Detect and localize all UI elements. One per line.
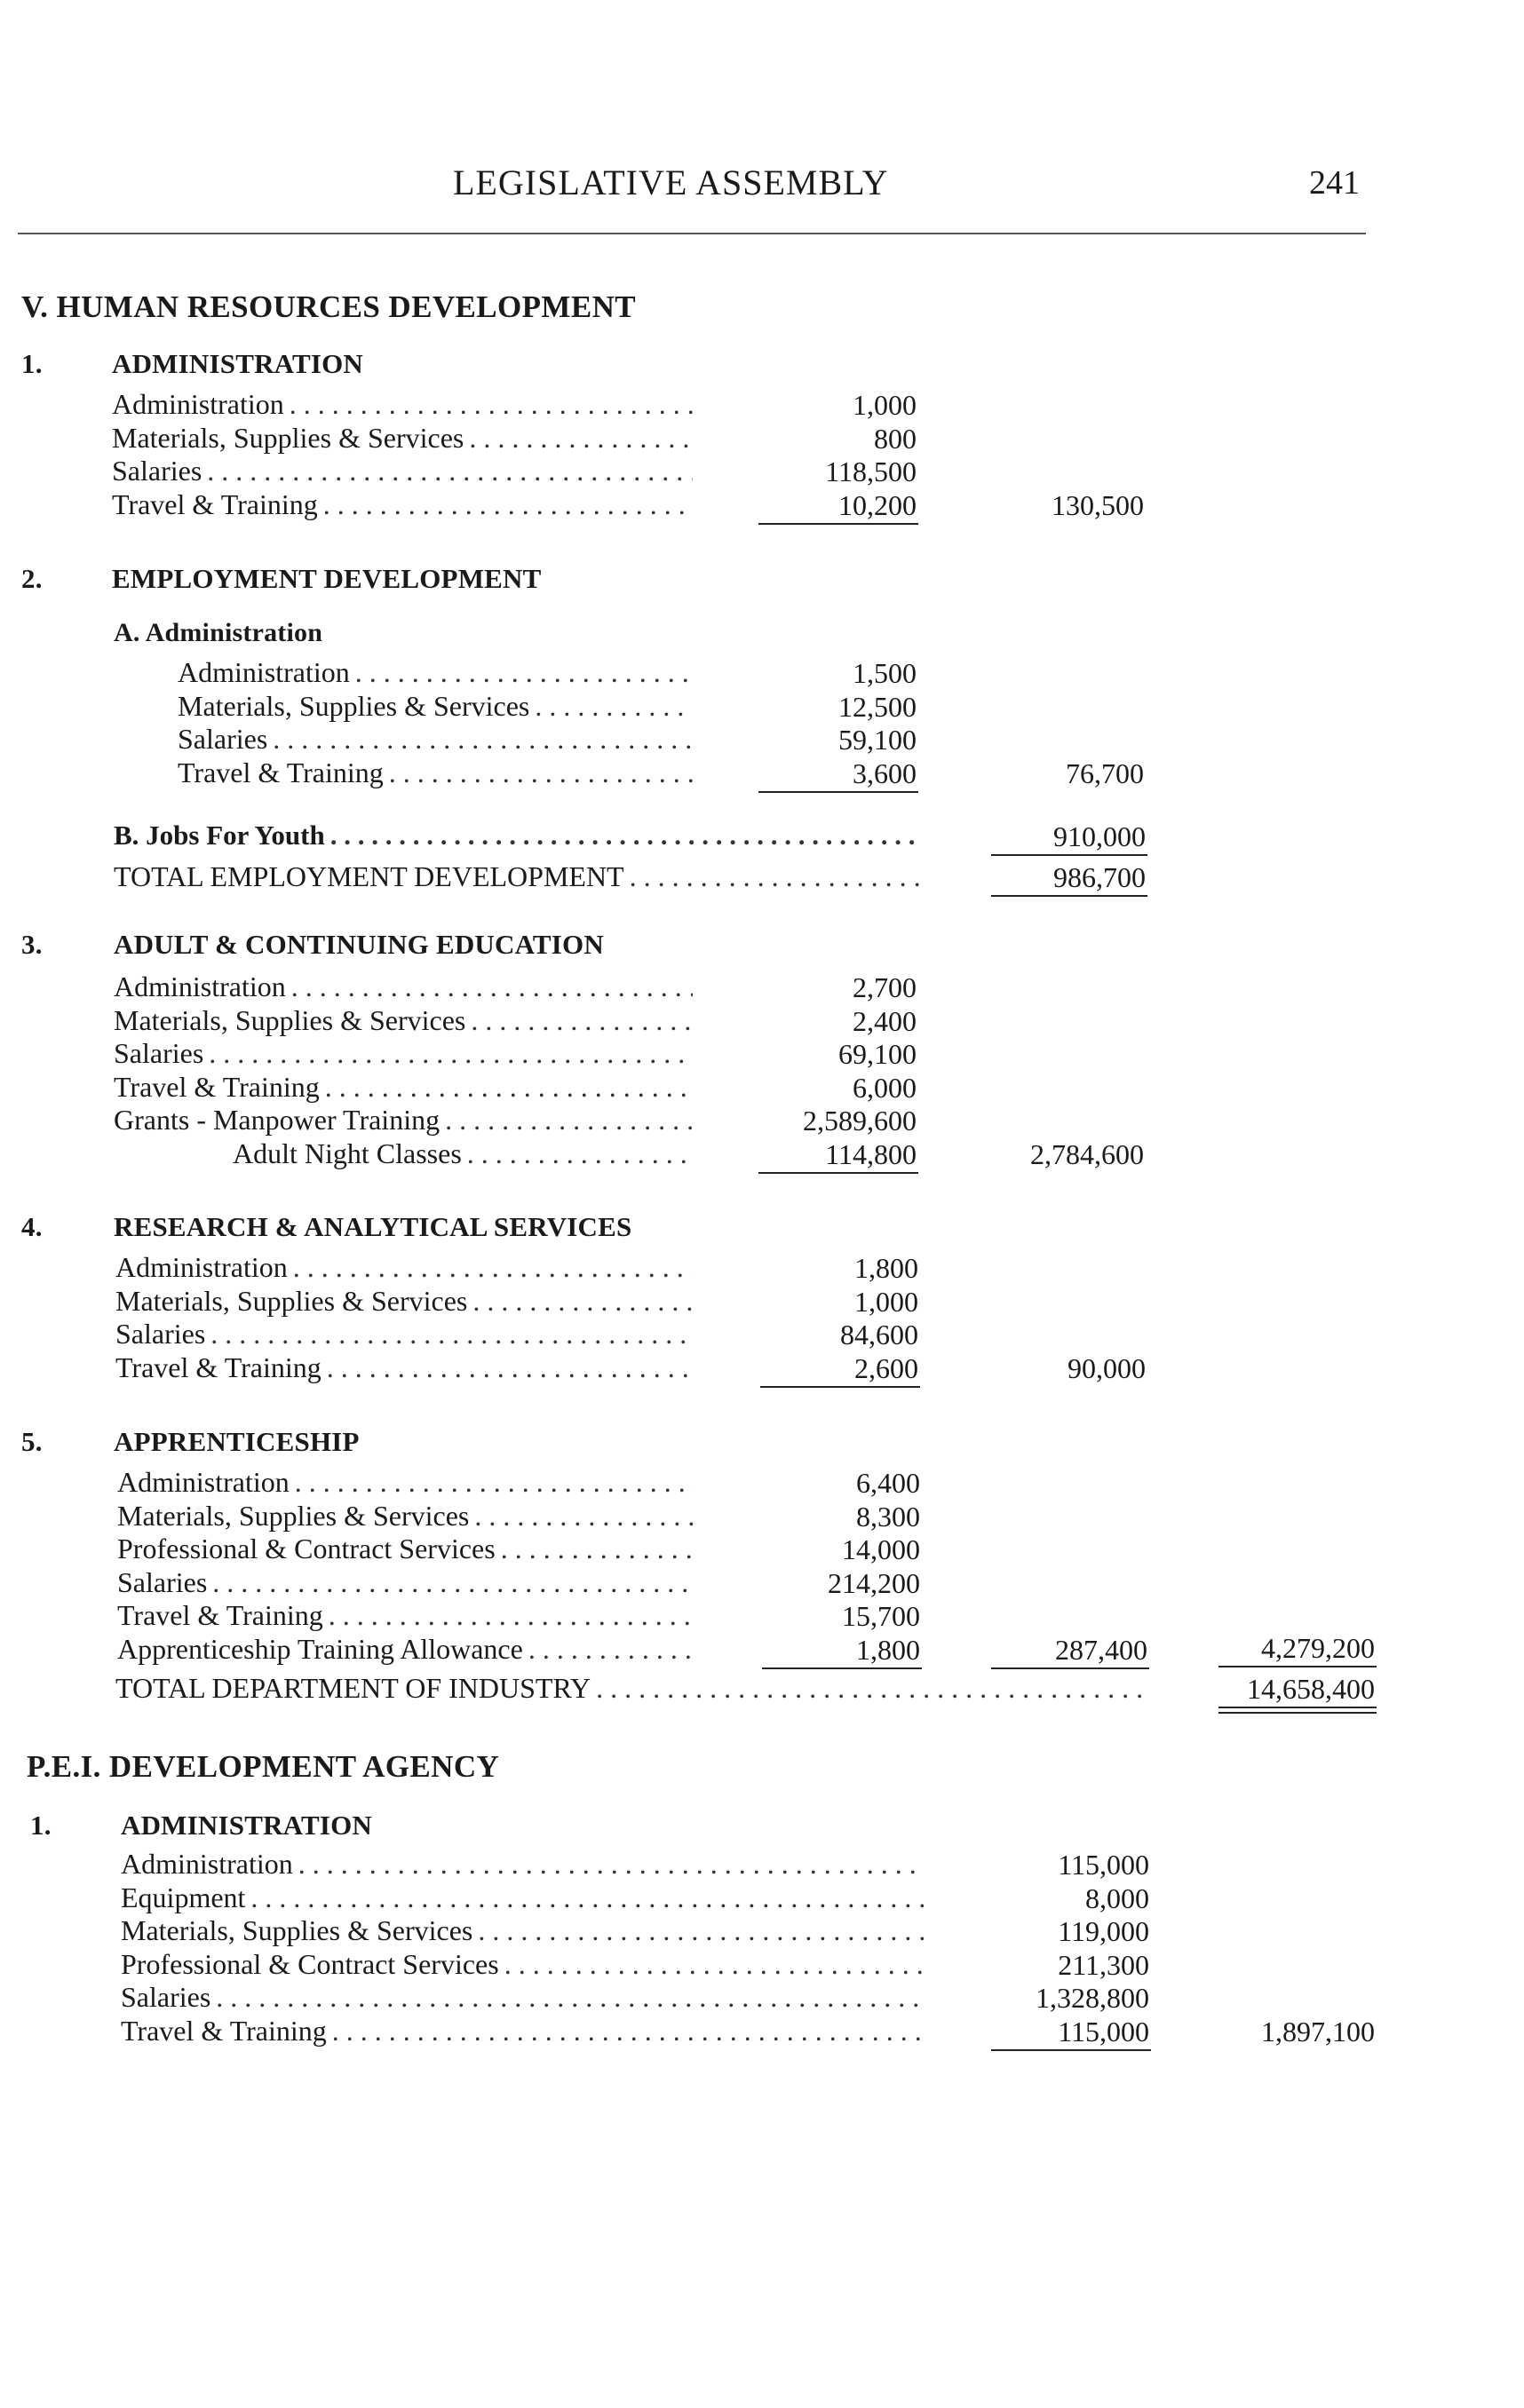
subsection-number: 1. <box>30 1810 52 1841</box>
line-amount: 1,000 <box>854 1285 918 1318</box>
line-item <box>178 655 693 689</box>
line-item <box>178 689 693 723</box>
line-item <box>121 1847 924 1881</box>
line-item <box>112 387 693 421</box>
line-label: Administration <box>121 1848 293 1880</box>
line-item <box>112 454 693 487</box>
line-amount: 59,100 <box>838 724 917 756</box>
dot-leader <box>291 970 693 1003</box>
line-item <box>114 970 693 1003</box>
line-amount: 1,000 <box>853 389 917 421</box>
double-underline-bottom <box>1218 1712 1377 1714</box>
line-label: Professional & Contract Services <box>121 1947 499 1980</box>
dot-leader <box>323 487 693 521</box>
line-label: Administration <box>178 656 350 688</box>
line-amount: 8,000 <box>1085 1881 1149 1914</box>
dot-leader <box>445 1103 693 1137</box>
dot-leader <box>216 1980 924 2014</box>
underline <box>991 854 1147 856</box>
line-amount: 6,400 <box>856 1467 920 1499</box>
line-label: Travel & Training <box>114 1070 320 1103</box>
double-underline-top <box>1218 1707 1377 1708</box>
dot-leader <box>207 454 693 487</box>
dot-leader <box>293 1250 693 1284</box>
line-label: Administration <box>115 1251 288 1283</box>
line-amount: 2,700 <box>853 971 917 1003</box>
line-item <box>112 487 693 521</box>
dot-leader <box>469 421 693 455</box>
line-label: Salaries <box>112 455 202 487</box>
line-amount: 115,000 <box>1058 2015 1149 2048</box>
subtotal-amount: 2,784,600 <box>1030 1137 1144 1170</box>
dot-leader <box>209 1036 693 1070</box>
line-label: Grants - Manpower Training <box>114 1104 441 1136</box>
total-employment-development <box>114 859 922 893</box>
line-item <box>117 1632 695 1666</box>
dot-leader <box>329 1598 695 1632</box>
line-label: Administration <box>114 970 286 1002</box>
line-label: Salaries <box>178 723 268 755</box>
dot-leader <box>250 1881 924 1914</box>
line-item <box>115 1351 693 1384</box>
dot-leader <box>298 1847 924 1881</box>
line-amount: 114,800 <box>825 1137 917 1170</box>
subtotal-amount: 76,700 <box>1066 756 1144 789</box>
subsection-number: 3. <box>21 929 43 960</box>
line-item <box>121 1980 924 2014</box>
subtotal-amount: 1,897,100 <box>1261 2015 1375 2048</box>
line-amount: 15,700 <box>842 1600 920 1632</box>
section-total: 4,279,200 <box>1261 1632 1375 1664</box>
dot-leader <box>332 2014 924 2048</box>
line-item <box>115 1250 693 1284</box>
dot-leader <box>467 1137 693 1170</box>
line-amount: 2,589,600 <box>803 1105 917 1137</box>
line-label: B. Jobs For Youth <box>114 820 325 851</box>
header-rule <box>18 233 1366 234</box>
sub-subsection-title: A. Administration <box>114 618 323 647</box>
dot-leader <box>330 819 922 852</box>
line-amount: 211,300 <box>1058 1948 1149 1981</box>
line-item <box>115 1284 693 1318</box>
line-item <box>121 2014 924 2048</box>
line-item <box>178 756 693 789</box>
dot-leader <box>472 1284 693 1318</box>
underline <box>762 1667 922 1669</box>
line-label: Adult Night Classes <box>233 1137 462 1169</box>
line-item <box>117 1465 695 1499</box>
dot-leader <box>596 1671 1151 1705</box>
line-item-jobs-for-youth <box>114 819 922 852</box>
dot-leader <box>273 722 693 756</box>
subsection-title: ADULT & CONTINUING EDUCATION <box>114 929 604 960</box>
line-amount: 12,500 <box>838 690 917 723</box>
line-label: Materials, Supplies & Services <box>117 1499 470 1532</box>
line-amount: 118,500 <box>825 455 917 487</box>
line-label: Materials, Supplies & Services <box>112 421 464 454</box>
line-amount: 84,600 <box>840 1319 918 1351</box>
dot-leader <box>212 1565 695 1599</box>
line-item <box>114 1003 693 1037</box>
line-label: Materials, Supplies & Services <box>121 1914 473 1946</box>
subtotal-amount: 287,400 <box>1055 1633 1147 1666</box>
line-item <box>114 1103 693 1137</box>
line-label: Travel & Training <box>117 1599 323 1631</box>
line-amount: 2,400 <box>853 1004 917 1037</box>
line-label: Travel & Training <box>178 756 384 788</box>
line-item <box>121 1913 924 1947</box>
line-label: Professional & Contract Services <box>117 1533 496 1564</box>
page-title: LEGISLATIVE ASSEMBLY <box>453 162 889 202</box>
line-label: Apprenticeship Training Allowance <box>117 1632 523 1665</box>
underline <box>991 1667 1149 1669</box>
underline <box>991 2049 1151 2051</box>
underline <box>758 791 918 793</box>
line-label: Travel & Training <box>121 2014 327 2047</box>
line-label: Salaries <box>115 1318 206 1350</box>
dot-leader <box>290 387 693 421</box>
line-item <box>121 1947 924 1981</box>
line-item <box>117 1565 695 1599</box>
underline <box>758 1172 918 1174</box>
line-item <box>117 1499 695 1533</box>
line-amount: 6,000 <box>853 1071 917 1104</box>
page-number: 241 <box>1309 164 1360 202</box>
total-department-of-industry <box>115 1671 1151 1705</box>
line-amount: 1,500 <box>853 657 917 689</box>
line-amount: 2,600 <box>854 1351 918 1384</box>
line-amount: 986,700 <box>1053 861 1146 893</box>
subsection-number: 5. <box>21 1426 43 1457</box>
line-item <box>233 1137 693 1170</box>
subsection-number: 2. <box>21 563 43 594</box>
subtotal-amount: 130,500 <box>1052 488 1144 521</box>
line-label: Materials, Supplies & Services <box>178 689 530 722</box>
dot-leader <box>501 1532 695 1565</box>
subsection-number: 1. <box>21 348 43 379</box>
line-label: Materials, Supplies & Services <box>115 1284 468 1317</box>
subsection-number: 4. <box>21 1211 43 1242</box>
line-item <box>114 1070 693 1104</box>
line-label: Administration <box>112 388 284 420</box>
line-label: Travel & Training <box>115 1351 321 1383</box>
section-heading: P.E.I. DEVELOPMENT AGENCY <box>27 1749 500 1784</box>
line-amount: 69,100 <box>838 1038 917 1070</box>
line-amount: 910,000 <box>1053 820 1146 852</box>
dot-leader <box>478 1913 924 1947</box>
dot-leader <box>535 689 693 723</box>
dot-leader <box>295 1465 695 1499</box>
underline <box>760 1386 920 1388</box>
line-item <box>114 1036 693 1070</box>
line-amount: 10,200 <box>838 488 917 521</box>
underline <box>991 895 1147 897</box>
line-item <box>178 722 693 756</box>
line-label: TOTAL DEPARTMENT OF INDUSTRY <box>115 1672 591 1704</box>
subsection-title: APPRENTICESHIP <box>114 1426 360 1457</box>
dot-leader <box>355 655 693 689</box>
line-label: Salaries <box>114 1037 204 1069</box>
line-label: Salaries <box>121 1981 211 2013</box>
line-item <box>121 1881 924 1914</box>
subsection-title: RESEARCH & ANALYTICAL SERVICES <box>114 1211 632 1242</box>
line-amount: 800 <box>874 422 917 455</box>
underline <box>1218 1666 1377 1667</box>
dot-leader <box>210 1317 693 1351</box>
line-item <box>117 1598 695 1632</box>
dot-leader <box>471 1003 693 1037</box>
line-amount: 8,300 <box>856 1500 920 1533</box>
dot-leader <box>474 1499 695 1533</box>
subtotal-amount: 90,000 <box>1068 1351 1146 1384</box>
dot-leader <box>528 1632 695 1666</box>
subsection-title: ADMINISTRATION <box>112 348 363 379</box>
line-amount: 14,000 <box>842 1533 920 1565</box>
line-label: Salaries <box>117 1565 208 1598</box>
line-amount: 1,800 <box>856 1633 920 1666</box>
line-label: Equipment <box>121 1881 246 1913</box>
line-amount: 214,200 <box>828 1566 920 1599</box>
dot-leader <box>630 859 922 893</box>
line-item <box>115 1317 693 1351</box>
dot-leader <box>327 1351 693 1384</box>
line-label: Travel & Training <box>112 487 318 520</box>
line-label: TOTAL EMPLOYMENT DEVELOPMENT <box>114 860 624 892</box>
line-amount: 3,600 <box>853 756 917 789</box>
line-label: Materials, Supplies & Services <box>114 1003 466 1036</box>
line-amount: 119,000 <box>1058 1915 1149 1947</box>
line-amount: 115,000 <box>1058 1849 1149 1881</box>
line-item <box>112 421 693 455</box>
subsection-title: EMPLOYMENT DEVELOPMENT <box>112 563 542 594</box>
line-item <box>117 1532 695 1565</box>
subsection-title: ADMINISTRATION <box>121 1810 372 1841</box>
dot-leader <box>389 756 693 789</box>
department-total: 14,658,400 <box>1247 1673 1375 1705</box>
underline <box>758 523 918 525</box>
line-amount: 1,800 <box>854 1252 918 1284</box>
dot-leader <box>504 1947 924 1981</box>
dot-leader <box>325 1070 693 1104</box>
line-amount: 1,328,800 <box>1036 1982 1149 2014</box>
section-heading: V. HUMAN RESOURCES DEVELOPMENT <box>21 289 636 324</box>
line-label: Administration <box>117 1466 290 1498</box>
